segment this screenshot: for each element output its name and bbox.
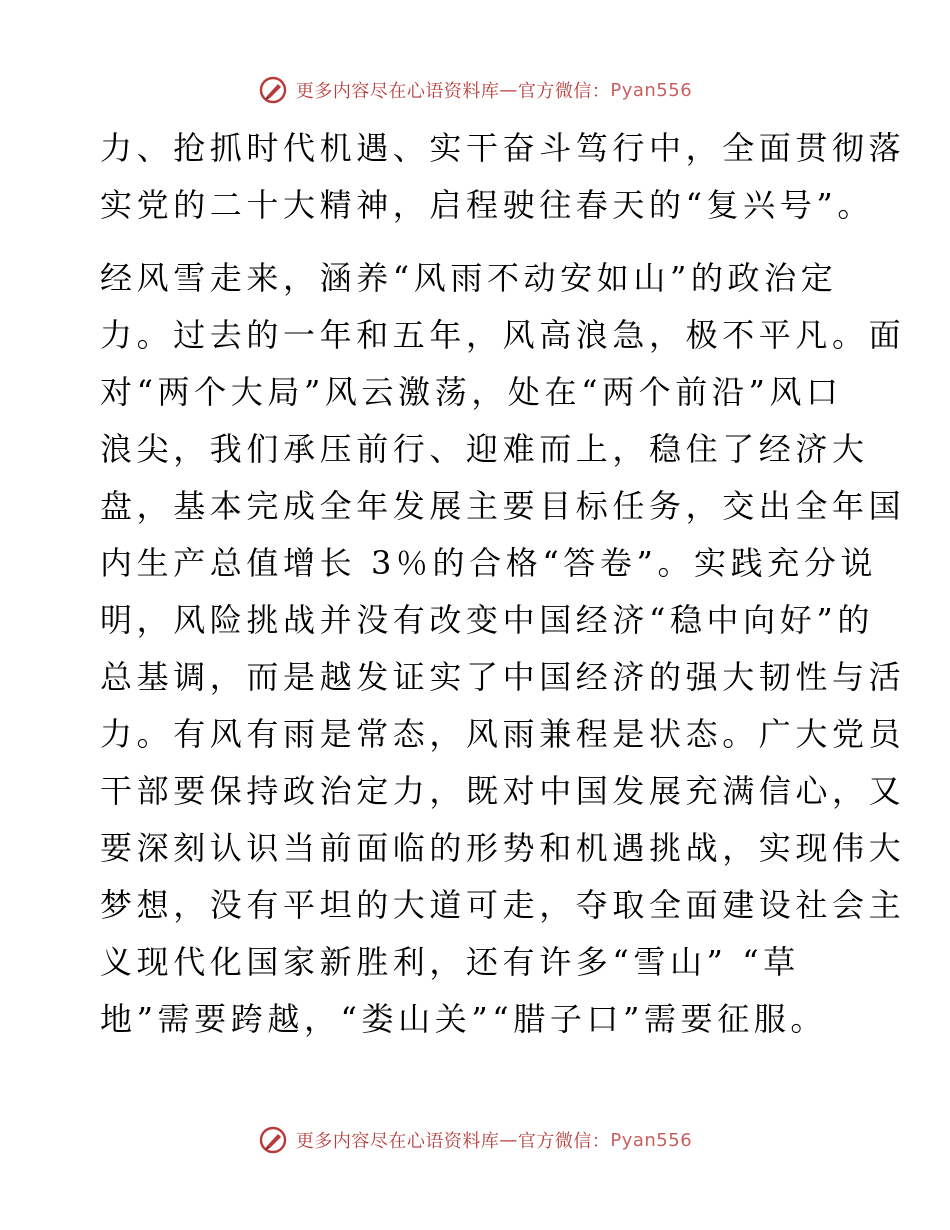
paragraph-line: 力、抢抓时代机遇、实干奋斗笃行中，全面贯彻落 <box>100 129 906 167</box>
header-watermark <box>0 70 950 110</box>
watermark-wechat-label: 官方微信： <box>517 81 611 102</box>
footer-watermark <box>0 1120 950 1160</box>
watermark-wechat-id: Pyan556 <box>610 79 693 101</box>
paragraph-line: 明，风险挑战并没有改变中国经济“稳中向好”的 <box>100 601 874 639</box>
paragraph-line: 盘，基本完成全年发展主要目标任务，交出全年国 <box>100 487 906 525</box>
watermark-wechat-label: 官方微信： <box>517 1131 611 1152</box>
paragraph-line: 浪尖，我们承压前行、迎难而上，稳住了经济大 <box>100 430 869 468</box>
paragraph-2 <box>100 250 906 1048</box>
paragraph-line: 内生产总值增长 3％的合格“答卷”。实践充分说 <box>100 544 878 582</box>
watermark-site-text: 更多内容尽在心语资料库 <box>295 1131 500 1152</box>
paragraph-1 <box>100 120 906 234</box>
paragraph-line: 要深刻认识当前面临的形势和机遇挑战，实现伟大 <box>100 829 906 867</box>
paragraph-line: 实党的二十大精神，启程驶往春天的“复兴号”。 <box>100 186 874 224</box>
watermark-dash: — <box>499 79 518 101</box>
paragraph-line: 梦想，没有平坦的大道可走，夺取全面建设社会主 <box>100 886 906 924</box>
paragraph-line: 对“两个大局”风云激荡，处在“两个前沿”风口 <box>100 373 843 411</box>
watermark-site-text: 更多内容尽在心语资料库 <box>295 81 500 102</box>
pen-logo-icon <box>258 1125 288 1155</box>
pen-logo-icon <box>258 75 288 105</box>
paragraph-line: 力。过去的一年和五年，风高浪急，极不平凡。面 <box>100 316 906 354</box>
paragraph-line: 力。有风有雨是常态，风雨兼程是状态。广大党员 <box>100 715 906 753</box>
paragraph-line: 总基调，而是越发证实了中国经济的强大韧性与活 <box>100 658 906 696</box>
paragraph-line: 干部要保持政治定力，既对中国发展充满信心，又 <box>100 772 906 810</box>
paragraph-line: 义现代化国家新胜利，还有许多“雪山” “草 <box>100 943 800 981</box>
watermark-dash: — <box>499 1129 518 1151</box>
paragraph-line: 经风雪走来，涵养“风雨不动安如山”的政治定 <box>100 259 838 297</box>
watermark-wechat-id: Pyan556 <box>610 1129 693 1151</box>
paragraph-line: 地”需要跨越，“娄山关”“腊子口”需要征服。 <box>100 1000 827 1038</box>
